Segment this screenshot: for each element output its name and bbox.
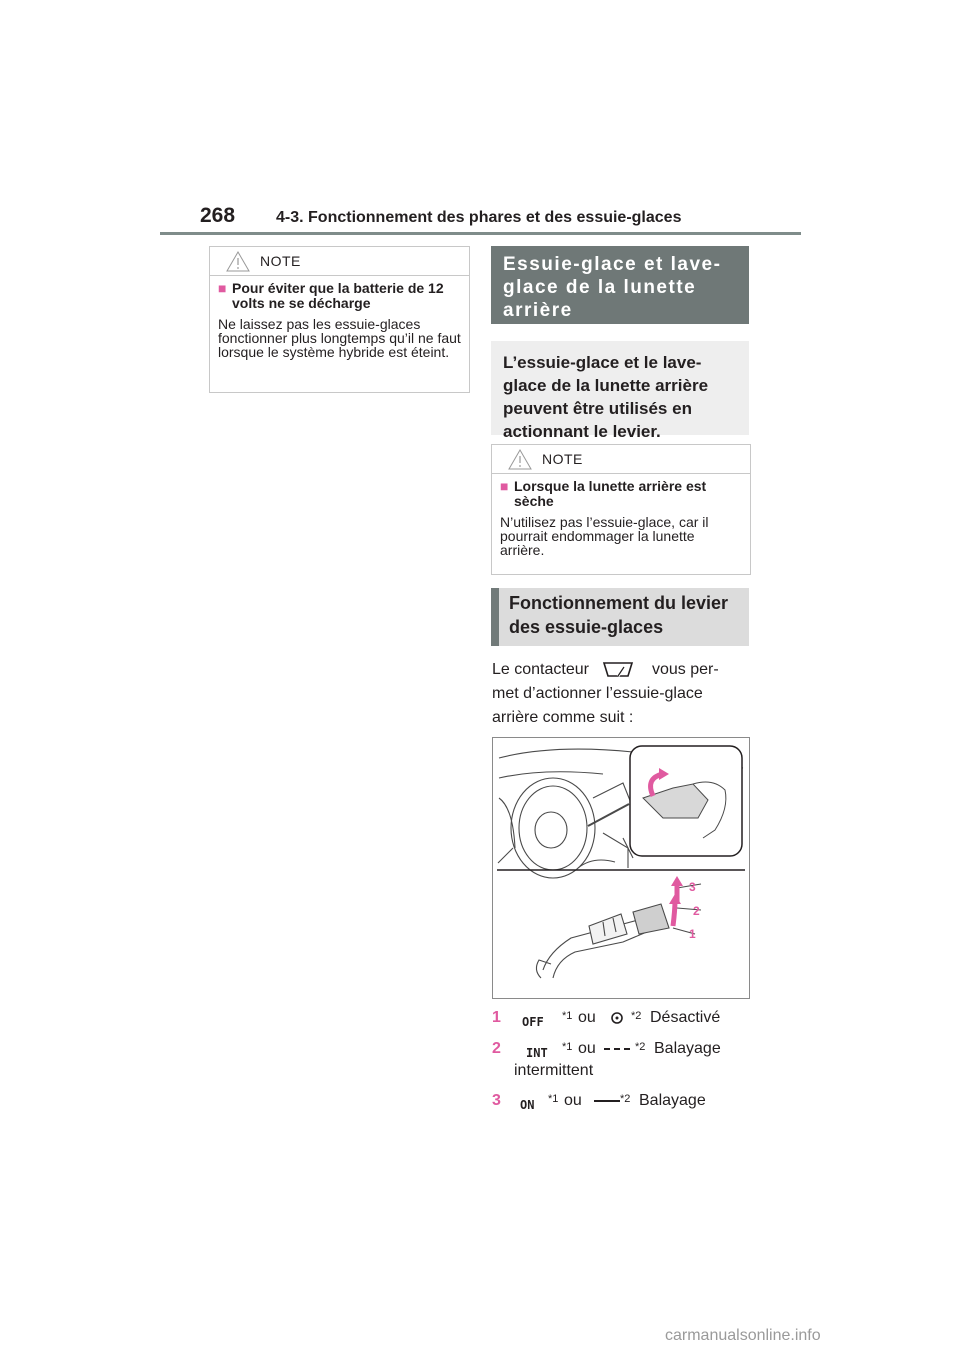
int-code: INT: [526, 1046, 548, 1060]
callout-3: 3: [689, 880, 696, 894]
section-heading-rear-wiper: Essuie-glace et lave-glace de la lunette arrière: [491, 246, 749, 324]
para-text-after: vous per-: [652, 661, 719, 678]
position-item-2: [492, 1037, 754, 1085]
footnote-ref: *1: [562, 1010, 573, 1022]
note-box-battery: [209, 246, 470, 393]
callout-2: 2: [693, 904, 700, 918]
para-text-before: Le contacteur: [492, 661, 589, 678]
steering-lever-illustration: [493, 738, 749, 998]
item-number: 1: [492, 1009, 501, 1026]
footnote-ref: *2: [620, 1093, 631, 1105]
position-label: Désactivé: [650, 1009, 721, 1026]
position-label: Balayage: [639, 1092, 706, 1109]
square-bullet-icon: ■: [218, 280, 227, 296]
callout-1: 1: [689, 927, 696, 941]
note-subheading: ■ Lorsque la lunette arrière est sèche: [500, 478, 707, 509]
or-text: ou: [564, 1092, 582, 1109]
lever-figure: [492, 737, 750, 999]
footnote-ref: *2: [631, 1010, 642, 1022]
solid-line-icon: [594, 1099, 620, 1103]
position-label: Balayage: [654, 1040, 721, 1057]
note-box-dry-window: [491, 444, 751, 575]
section-title: 4-3. Fonctionnement des phares et des essuie-glaces: [276, 209, 682, 226]
zoom-circle: [630, 746, 742, 856]
header-rule: [160, 232, 801, 235]
position-item-1: [492, 1006, 754, 1030]
para-line-2: met d’actionner l’essuie-glace: [492, 685, 703, 702]
warning-icon: [508, 449, 532, 470]
rear-wiper-icon: [600, 660, 636, 682]
position-label-continued: intermittent: [514, 1062, 594, 1079]
note-header: [492, 445, 750, 474]
item-number: 2: [492, 1040, 501, 1057]
note-text: Ne laissez pas les essuie-glaces fonctionner plus longtemps qu’il ne faut lorsque le système hybride est éteint.: [218, 316, 461, 360]
section-heading-lever: Fonctionnement du levier des essuie-glaces: [491, 588, 749, 646]
note-header: [210, 247, 469, 276]
square-bullet-icon: ■: [500, 478, 509, 494]
note-text: N’utilisez pas l’essuie-glace, car il pourrait endommager la lunette arrière.: [500, 514, 709, 558]
footnote-ref: *2: [635, 1041, 646, 1053]
item-number: 3: [492, 1092, 501, 1109]
note-label: NOTE: [260, 253, 301, 269]
note-subheading: ■ Pour éviter que la batterie de 12 volts ne se décharge: [218, 280, 444, 311]
watermark: carmanualsonline.info: [665, 1327, 821, 1344]
position-item-3: [492, 1089, 754, 1113]
or-text: ou: [578, 1009, 596, 1026]
on-code: ON: [520, 1098, 535, 1112]
page-number: 268: [200, 204, 236, 227]
intro-box: L’essuie-glace et le lave-glace de la lunette arrière peuvent être utilisés en actionnant le levier.: [491, 341, 749, 435]
footnote-ref: *1: [562, 1041, 573, 1053]
note-label: NOTE: [542, 451, 583, 467]
dashed-line-icon: [604, 1047, 634, 1051]
off-code: OFF: [522, 1015, 544, 1029]
para-line-3: arrière comme suit :: [492, 709, 634, 726]
or-text: ou: [578, 1040, 596, 1057]
off-dot-icon: [610, 1011, 624, 1025]
warning-icon: [226, 251, 250, 272]
footnote-ref: *1: [548, 1093, 559, 1105]
lever-paragraph: [492, 658, 752, 730]
